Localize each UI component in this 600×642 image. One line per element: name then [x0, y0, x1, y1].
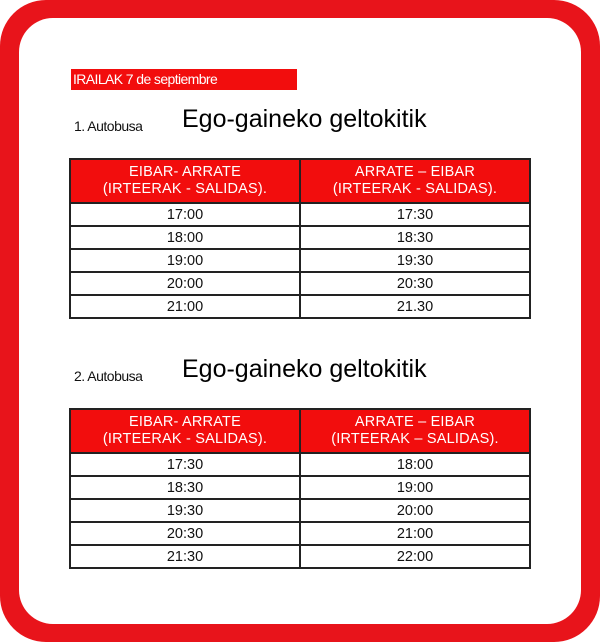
time-cell: 21:00 [70, 295, 300, 318]
header-line: EIBAR- ARRATE [129, 414, 241, 430]
table-row [70, 226, 530, 249]
header-line: ARRATE – EIBAR [354, 164, 476, 180]
column-header-arrate-eibar [300, 159, 530, 203]
time-cell: 17:30 [70, 453, 300, 476]
time-cell: 21:00 [300, 522, 530, 545]
time-cell: 18:30 [70, 476, 300, 499]
bus-label-1: 1. Autobusa [74, 118, 143, 134]
header-line: ARRATE – EIBAR [354, 414, 476, 430]
time-cell: 19:00 [70, 249, 300, 272]
column-header-arrate-eibar [300, 409, 530, 453]
table-row [70, 545, 530, 568]
header-line: (IRTEERAK - SALIDAS). [332, 181, 498, 197]
notice-panel [19, 18, 581, 624]
time-cell: 19:30 [70, 499, 300, 522]
table-row [70, 295, 530, 318]
time-cell: 19:00 [300, 476, 530, 499]
time-cell: 20:30 [300, 272, 530, 295]
header-line: (IRTEERAK - SALIDAS). [102, 431, 268, 447]
time-cell: 21.30 [300, 295, 530, 318]
table-row [70, 249, 530, 272]
time-cell: 18:00 [70, 226, 300, 249]
schedule-table-2 [69, 408, 531, 569]
time-cell: 18:00 [300, 453, 530, 476]
time-cell: 17:30 [300, 203, 530, 226]
bus-label-2: 2. Autobusa [74, 368, 143, 384]
bus-title-2: Ego-gaineko geltokitik [182, 355, 427, 383]
header-line: EIBAR- ARRATE [129, 164, 241, 180]
time-cell: 20:00 [300, 499, 530, 522]
time-cell: 22:00 [300, 545, 530, 568]
table-row [70, 522, 530, 545]
time-cell: 20:00 [70, 272, 300, 295]
table-row [70, 453, 530, 476]
schedule-table-1 [69, 158, 531, 319]
table-row [70, 272, 530, 295]
time-cell: 18:30 [300, 226, 530, 249]
table-row [70, 476, 530, 499]
time-cell: 20:30 [70, 522, 300, 545]
time-cell: 19:30 [300, 249, 530, 272]
table-header-row [70, 409, 530, 453]
table-row [70, 203, 530, 226]
time-cell: 17:00 [70, 203, 300, 226]
table-row [70, 499, 530, 522]
header-line: (IRTEERAK - SALIDAS). [102, 181, 268, 197]
table-header-row [70, 159, 530, 203]
date-banner: IRAILAK 7 de septiembre [71, 69, 297, 90]
column-header-eibar-arrate [70, 159, 300, 203]
column-header-eibar-arrate [70, 409, 300, 453]
bus-title-1: Ego-gaineko geltokitik [182, 105, 427, 133]
header-line: (IRTEERAK – SALIDAS). [331, 431, 499, 447]
time-cell: 21:30 [70, 545, 300, 568]
